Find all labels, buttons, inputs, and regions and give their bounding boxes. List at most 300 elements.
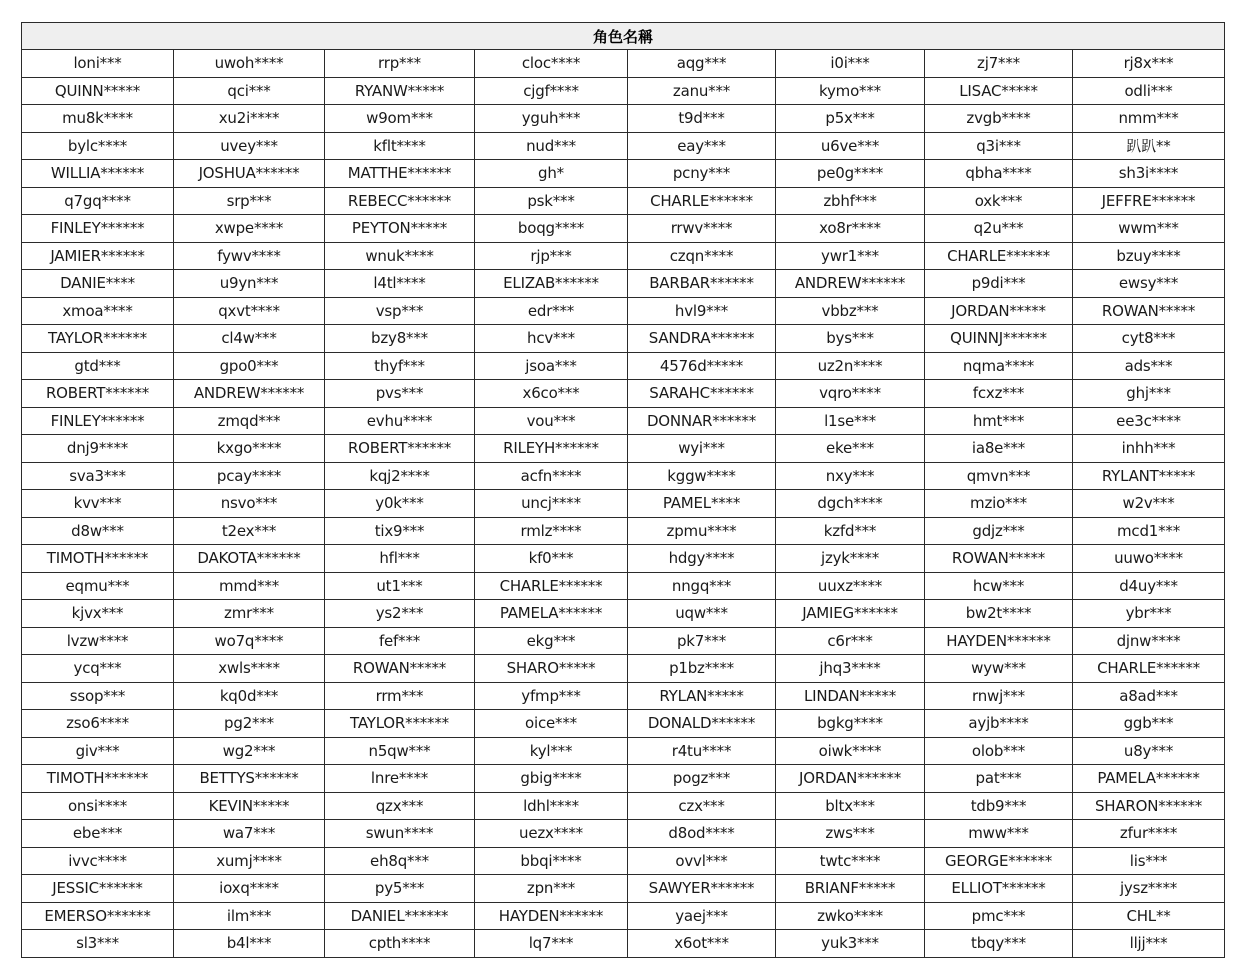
name-cell: JESSIC****** (22, 875, 174, 903)
table-row (22, 820, 1225, 848)
name-cell: c6r*** (776, 627, 925, 655)
name-cell: MATTHE****** (325, 160, 475, 188)
name-cell: mmd*** (174, 572, 325, 600)
name-cell: aqg*** (628, 50, 776, 78)
table-row (22, 105, 1225, 133)
name-cell: bzuy**** (1073, 242, 1225, 270)
name-cell: p1bz**** (628, 655, 776, 683)
name-cell: JORDAN***** (925, 297, 1073, 325)
table-row (22, 352, 1225, 380)
name-cell: ywr1*** (776, 242, 925, 270)
name-cell: cpth**** (325, 930, 475, 958)
table-row (22, 902, 1225, 930)
name-cell: rnwj*** (925, 682, 1073, 710)
name-cell: nud*** (475, 132, 628, 160)
name-cell: BETTYS****** (174, 765, 325, 793)
name-cell: DANIE**** (22, 270, 174, 298)
name-cell: CHARLE****** (1073, 655, 1225, 683)
name-cell: ROWAN***** (1073, 297, 1225, 325)
name-cell: sh3i**** (1073, 160, 1225, 188)
name-cell: xmoa**** (22, 297, 174, 325)
name-cell: uuxz**** (776, 572, 925, 600)
name-cell: qxvt**** (174, 297, 325, 325)
table-row (22, 737, 1225, 765)
name-cell: 4576d***** (628, 352, 776, 380)
name-cell: ebe*** (22, 820, 174, 848)
name-cell: bbqi**** (475, 847, 628, 875)
name-cell: d8od**** (628, 820, 776, 848)
name-cell: kggw**** (628, 462, 776, 490)
name-cell: PAMEL**** (628, 490, 776, 518)
name-cell: rj8x*** (1073, 50, 1225, 78)
name-cell: ELIZAB****** (475, 270, 628, 298)
name-cell: kqj2**** (325, 462, 475, 490)
name-cell: wyi*** (628, 435, 776, 463)
name-cell: xumj**** (174, 847, 325, 875)
name-cell: p5x*** (776, 105, 925, 133)
name-cell: hvl9*** (628, 297, 776, 325)
name-cell: bltx*** (776, 792, 925, 820)
name-cell: SANDRA****** (628, 325, 776, 353)
name-cell: mzio*** (925, 490, 1073, 518)
name-cell: bys*** (776, 325, 925, 353)
name-cell: boqg**** (475, 215, 628, 243)
name-cell: lq7*** (475, 930, 628, 958)
name-cell: bzy8*** (325, 325, 475, 353)
name-cell: ovvl*** (628, 847, 776, 875)
name-cell: evhu**** (325, 407, 475, 435)
name-cell: yfmp*** (475, 682, 628, 710)
table-row (22, 160, 1225, 188)
name-cell: nqma**** (925, 352, 1073, 380)
name-cell: a8ad*** (1073, 682, 1225, 710)
name-cell: eay*** (628, 132, 776, 160)
name-cell: JAMIEG****** (776, 600, 925, 628)
name-cell: pe0g**** (776, 160, 925, 188)
name-cell: onsi**** (22, 792, 174, 820)
name-cell: uvey*** (174, 132, 325, 160)
name-cell: CHARLE****** (628, 187, 776, 215)
name-cell: w9om*** (325, 105, 475, 133)
name-cell: DONNAR****** (628, 407, 776, 435)
table-row (22, 242, 1225, 270)
name-cell: qzx*** (325, 792, 475, 820)
name-cell: QUINN***** (22, 77, 174, 105)
name-cell: psk*** (475, 187, 628, 215)
name-cell: PAMELA****** (1073, 765, 1225, 793)
name-cell: u6ve*** (776, 132, 925, 160)
name-cell: kvv*** (22, 490, 174, 518)
name-cell: TAYLOR****** (22, 325, 174, 353)
name-cell: fef*** (325, 627, 475, 655)
table-row (22, 600, 1225, 628)
name-cell: fcxz*** (925, 380, 1073, 408)
name-cell: mu8k**** (22, 105, 174, 133)
name-cell: uz2n**** (776, 352, 925, 380)
table-row (22, 407, 1225, 435)
name-cell: wa7*** (174, 820, 325, 848)
name-cell: vou*** (475, 407, 628, 435)
name-cell: lnre**** (325, 765, 475, 793)
name-cell: rrwv**** (628, 215, 776, 243)
name-cell: giv*** (22, 737, 174, 765)
name-cell: kymo*** (776, 77, 925, 105)
name-cell: eke*** (776, 435, 925, 463)
name-cell: BARBAR****** (628, 270, 776, 298)
name-cell: n5qw*** (325, 737, 475, 765)
name-cell: ilm*** (174, 902, 325, 930)
name-cell: sl3*** (22, 930, 174, 958)
table-row (22, 875, 1225, 903)
name-cell: xwpe**** (174, 215, 325, 243)
name-cell: bgkg**** (776, 710, 925, 738)
table-row (22, 710, 1225, 738)
name-cell: kxgo**** (174, 435, 325, 463)
name-cell: tbqy*** (925, 930, 1073, 958)
name-cell: zso6**** (22, 710, 174, 738)
name-cell: HAYDEN****** (925, 627, 1073, 655)
name-cell: ewsy*** (1073, 270, 1225, 298)
name-cell: wg2*** (174, 737, 325, 765)
name-cell: xwls**** (174, 655, 325, 683)
name-cell: sva3*** (22, 462, 174, 490)
name-cell: x6ot*** (628, 930, 776, 958)
name-cell: p9di*** (925, 270, 1073, 298)
name-cell: ivvc**** (22, 847, 174, 875)
name-cell: gdjz*** (925, 517, 1073, 545)
name-cell: u9yn*** (174, 270, 325, 298)
name-cell: nngq*** (628, 572, 776, 600)
name-cell: zbhf*** (776, 187, 925, 215)
name-cell: ANDREW****** (776, 270, 925, 298)
table-row (22, 627, 1225, 655)
table-row (22, 380, 1225, 408)
name-cell: SHARO***** (475, 655, 628, 683)
name-cell: ELLIOT****** (925, 875, 1073, 903)
name-cell: twtc**** (776, 847, 925, 875)
name-cell: uuwo**** (1073, 545, 1225, 573)
name-cell: ldhl**** (475, 792, 628, 820)
name-cell: RYANW***** (325, 77, 475, 105)
name-cell: edr*** (475, 297, 628, 325)
name-cell: wnuk**** (325, 242, 475, 270)
name-cell: hdgy**** (628, 545, 776, 573)
name-cell: TIMOTH****** (22, 545, 174, 573)
name-cell: pvs*** (325, 380, 475, 408)
name-cell: tix9*** (325, 517, 475, 545)
name-cell: kjvx*** (22, 600, 174, 628)
name-cell: ROWAN***** (325, 655, 475, 683)
name-cell: uncj**** (475, 490, 628, 518)
name-cell: ROBERT****** (325, 435, 475, 463)
name-cell: ads*** (1073, 352, 1225, 380)
name-cell: rmlz**** (475, 517, 628, 545)
name-cell: olob*** (925, 737, 1073, 765)
name-cell: zpmu**** (628, 517, 776, 545)
name-cell: kzfd*** (776, 517, 925, 545)
table-row (22, 930, 1225, 958)
name-cell: CHL** (1073, 902, 1225, 930)
name-cell: cjgf**** (475, 77, 628, 105)
name-cell: DAKOTA****** (174, 545, 325, 573)
name-cell: cloc**** (475, 50, 628, 78)
name-cell: PEYTON***** (325, 215, 475, 243)
name-cell: wwm*** (1073, 215, 1225, 243)
name-cell: lis*** (1073, 847, 1225, 875)
name-cell: fywv**** (174, 242, 325, 270)
name-cell: JORDAN****** (776, 765, 925, 793)
name-cell: uqw*** (628, 600, 776, 628)
name-cell: ghj*** (1073, 380, 1225, 408)
name-cell: oice*** (475, 710, 628, 738)
name-cell: l1se*** (776, 407, 925, 435)
table-row (22, 297, 1225, 325)
name-cell: qmvn*** (925, 462, 1073, 490)
name-cell: r4tu**** (628, 737, 776, 765)
name-cell: oiwk**** (776, 737, 925, 765)
table-row (22, 462, 1225, 490)
name-cell: hfl*** (325, 545, 475, 573)
name-cell: yaej*** (628, 902, 776, 930)
name-cell: d8w*** (22, 517, 174, 545)
name-cell: ayjb**** (925, 710, 1073, 738)
table-row (22, 270, 1225, 298)
name-cell: zfur**** (1073, 820, 1225, 848)
name-cell: jsoa*** (475, 352, 628, 380)
table-row (22, 215, 1225, 243)
name-cell: x6co*** (475, 380, 628, 408)
name-cell: LINDAN***** (776, 682, 925, 710)
name-cell: kf0*** (475, 545, 628, 573)
name-cell: xu2i**** (174, 105, 325, 133)
name-cell: rrm*** (325, 682, 475, 710)
name-cell: EMERSO****** (22, 902, 174, 930)
table-row (22, 545, 1225, 573)
name-cell: zvgb**** (925, 105, 1073, 133)
name-cell: FINLEY****** (22, 407, 174, 435)
name-cell: wo7q**** (174, 627, 325, 655)
name-cell: SARAHC****** (628, 380, 776, 408)
name-cell: ggb*** (1073, 710, 1225, 738)
name-cell: hcw*** (925, 572, 1073, 600)
name-cell: ssop*** (22, 682, 174, 710)
name-cell: djnw**** (1073, 627, 1225, 655)
name-cell: lvzw**** (22, 627, 174, 655)
name-cell: eqmu*** (22, 572, 174, 600)
name-cell: QUINNJ****** (925, 325, 1073, 353)
name-cell: py5*** (325, 875, 475, 903)
name-cell: kq0d*** (174, 682, 325, 710)
character-names-table (21, 22, 1225, 958)
name-cell: tdb9*** (925, 792, 1073, 820)
name-cell: pmc*** (925, 902, 1073, 930)
name-cell: w2v*** (1073, 490, 1225, 518)
name-cell: nxy*** (776, 462, 925, 490)
name-cell: hcv*** (475, 325, 628, 353)
name-cell: t2ex*** (174, 517, 325, 545)
name-cell: acfn**** (475, 462, 628, 490)
name-cell: jysz**** (1073, 875, 1225, 903)
name-cell: jzyk**** (776, 545, 925, 573)
name-cell: gtd*** (22, 352, 174, 380)
name-cell: eh8q*** (325, 847, 475, 875)
name-cell: nsvo*** (174, 490, 325, 518)
name-cell: LISAC***** (925, 77, 1073, 105)
name-cell: cyt8*** (1073, 325, 1225, 353)
name-cell: CHARLE****** (925, 242, 1073, 270)
name-cell: pogz*** (628, 765, 776, 793)
name-cell: czx*** (628, 792, 776, 820)
name-cell: hmt*** (925, 407, 1073, 435)
name-cell: DONALD****** (628, 710, 776, 738)
name-cell: RYLAN***** (628, 682, 776, 710)
name-cell: u8y*** (1073, 737, 1225, 765)
name-cell: TAYLOR****** (325, 710, 475, 738)
table-row (22, 77, 1225, 105)
name-cell: xo8r**** (776, 215, 925, 243)
name-cell: pat*** (925, 765, 1073, 793)
name-cell: TIMOTH****** (22, 765, 174, 793)
name-cell: gh* (475, 160, 628, 188)
name-cell: SHARON****** (1073, 792, 1225, 820)
name-cell: JEFFRE****** (1073, 187, 1225, 215)
name-cell: qbha**** (925, 160, 1073, 188)
name-cell: t9d*** (628, 105, 776, 133)
table-row (22, 490, 1225, 518)
name-cell: kflt**** (325, 132, 475, 160)
table-row (22, 682, 1225, 710)
column-header-character-name: 角色名稱 (22, 23, 1225, 50)
name-cell: ys2*** (325, 600, 475, 628)
name-cell: i0i*** (776, 50, 925, 78)
name-cell: vbbz*** (776, 297, 925, 325)
table-row (22, 50, 1225, 78)
name-cell: zmr*** (174, 600, 325, 628)
name-cell: uezx**** (475, 820, 628, 848)
name-cell: zanu*** (628, 77, 776, 105)
name-cell: bw2t**** (925, 600, 1073, 628)
name-cell: bylc**** (22, 132, 174, 160)
name-cell: gpo0*** (174, 352, 325, 380)
name-cell: y0k*** (325, 490, 475, 518)
table-row (22, 572, 1225, 600)
name-cell: ycq*** (22, 655, 174, 683)
name-cell: ROBERT****** (22, 380, 174, 408)
name-cell: loni*** (22, 50, 174, 78)
name-cell: vsp*** (325, 297, 475, 325)
table-row (22, 325, 1225, 353)
name-cell: PAMELA****** (475, 600, 628, 628)
name-cell: wyw*** (925, 655, 1073, 683)
name-cell: qci*** (174, 77, 325, 105)
name-cell: swun**** (325, 820, 475, 848)
name-cell: GEORGE****** (925, 847, 1073, 875)
name-cell: vqro**** (776, 380, 925, 408)
name-cell: ut1*** (325, 572, 475, 600)
name-cell: d4uy*** (1073, 572, 1225, 600)
name-cell: pcay**** (174, 462, 325, 490)
table-row (22, 435, 1225, 463)
name-cell: jhq3**** (776, 655, 925, 683)
name-cell: zmqd*** (174, 407, 325, 435)
name-cell: q7gq**** (22, 187, 174, 215)
name-cell: SAWYER****** (628, 875, 776, 903)
name-cell: pk7*** (628, 627, 776, 655)
name-cell: mcd1*** (1073, 517, 1225, 545)
table-row (22, 655, 1225, 683)
name-cell: 趴趴** (1073, 132, 1225, 160)
name-cell: oxk*** (925, 187, 1073, 215)
name-cell: czqn**** (628, 242, 776, 270)
table-header-row (22, 23, 1225, 50)
name-cell: RILEYH****** (475, 435, 628, 463)
name-cell: KEVIN***** (174, 792, 325, 820)
name-cell: yguh*** (475, 105, 628, 133)
name-cell: BRIANF***** (776, 875, 925, 903)
name-cell: zpn*** (475, 875, 628, 903)
table-row (22, 765, 1225, 793)
name-cell: JAMIER****** (22, 242, 174, 270)
name-cell: lljj*** (1073, 930, 1225, 958)
name-cell: uwoh**** (174, 50, 325, 78)
name-cell: mww*** (925, 820, 1073, 848)
name-cell: q2u*** (925, 215, 1073, 243)
name-cell: dnj9**** (22, 435, 174, 463)
name-cell: ROWAN***** (925, 545, 1073, 573)
name-cell: ia8e*** (925, 435, 1073, 463)
table-row (22, 847, 1225, 875)
name-cell: FINLEY****** (22, 215, 174, 243)
table-row (22, 187, 1225, 215)
name-cell: yuk3*** (776, 930, 925, 958)
table-row (22, 132, 1225, 160)
name-cell: pcny*** (628, 160, 776, 188)
name-cell: HAYDEN****** (475, 902, 628, 930)
name-cell: RYLANT***** (1073, 462, 1225, 490)
name-cell: nmm*** (1073, 105, 1225, 133)
name-cell: zj7*** (925, 50, 1073, 78)
name-cell: inhh*** (1073, 435, 1225, 463)
name-cell: JOSHUA****** (174, 160, 325, 188)
name-cell: ioxq**** (174, 875, 325, 903)
name-cell: dgch**** (776, 490, 925, 518)
name-cell: WILLIA****** (22, 160, 174, 188)
name-cell: pg2*** (174, 710, 325, 738)
table-row (22, 792, 1225, 820)
name-cell: q3i*** (925, 132, 1073, 160)
name-cell: DANIEL****** (325, 902, 475, 930)
name-cell: ANDREW****** (174, 380, 325, 408)
table-row (22, 517, 1225, 545)
name-cell: odli*** (1073, 77, 1225, 105)
name-cell: ekg*** (475, 627, 628, 655)
name-cell: ybr*** (1073, 600, 1225, 628)
name-cell: rrp*** (325, 50, 475, 78)
table-body (22, 50, 1225, 958)
name-cell: REBECC****** (325, 187, 475, 215)
name-cell: cl4w*** (174, 325, 325, 353)
name-cell: thyf*** (325, 352, 475, 380)
name-cell: kyl*** (475, 737, 628, 765)
name-cell: b4l*** (174, 930, 325, 958)
name-cell: CHARLE****** (475, 572, 628, 600)
name-cell: l4tl**** (325, 270, 475, 298)
name-cell: gbig**** (475, 765, 628, 793)
name-cell: rjp*** (475, 242, 628, 270)
name-cell: srp*** (174, 187, 325, 215)
name-cell: zwko**** (776, 902, 925, 930)
name-cell: zws*** (776, 820, 925, 848)
